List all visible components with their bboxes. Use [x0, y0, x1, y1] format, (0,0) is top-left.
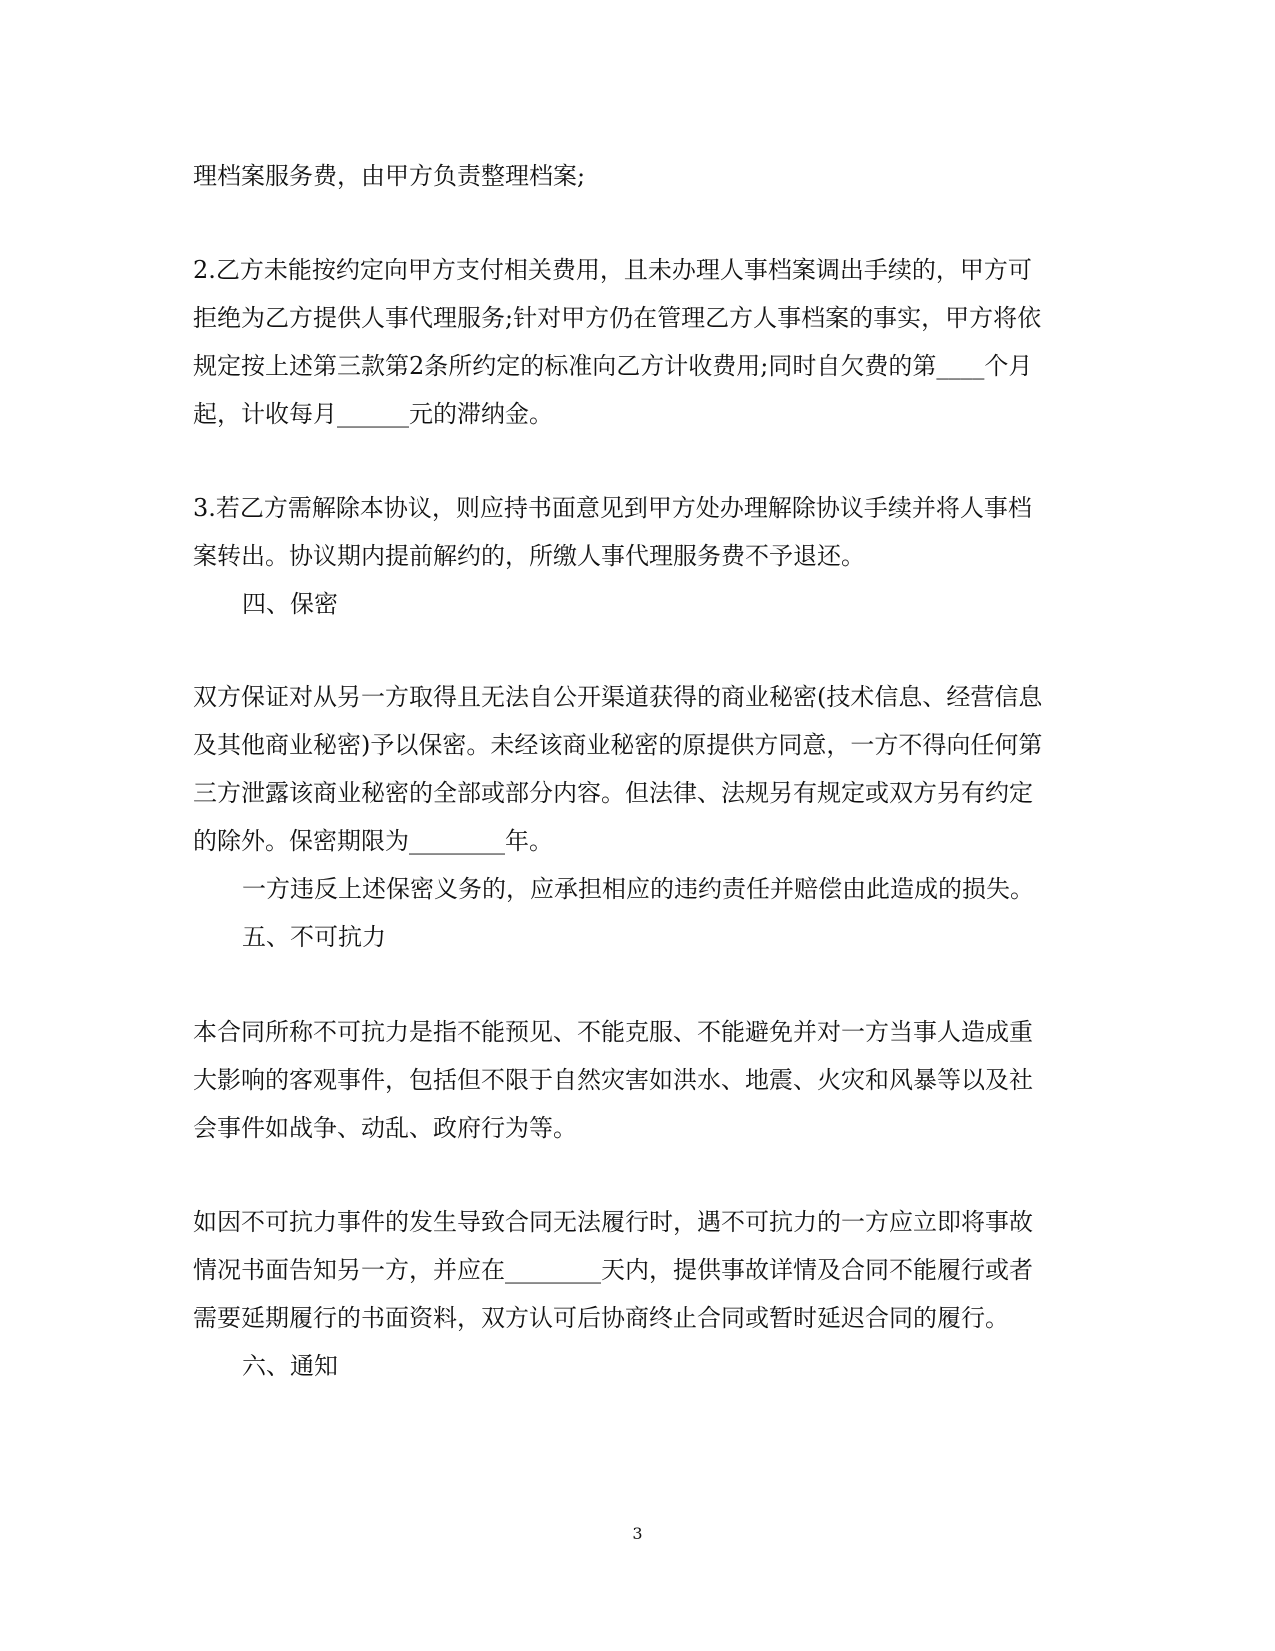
text-line: 大影响的客观事件，包括但不限于自然灾害如洪水、地震、火灾和风暴等以及社: [193, 1066, 1033, 1094]
text-line: 案转出。协议期内提前解约的，所缴人事代理服务费不予退还。: [193, 542, 865, 570]
section-heading: 五、不可抗力: [242, 923, 386, 951]
text-line: 双方保证对从另一方取得且无法自公开渠道获得的商业秘密(技术信息、经营信息: [193, 683, 1043, 711]
text-line: 情况书面告知另一方，并应在________天内，提供事故详情及合同不能履行或者: [193, 1256, 1033, 1284]
text-line: 如因不可抗力事件的发生导致合同无法履行时，遇不可抗力的一方应立即将事故: [193, 1208, 1033, 1236]
text-line: 3.若乙方需解除本协议，则应持书面意见到甲方处办理解除协议手续并将人事档: [193, 494, 1032, 522]
text-line: 的除外。保密期限为________年。: [193, 827, 553, 855]
text-line: 一方违反上述保密义务的，应承担相应的违约责任并赔偿由此造成的损失。: [242, 875, 1034, 903]
text-line: 理档案服务费，由甲方负责整理档案;: [193, 162, 586, 190]
text-line: 本合同所称不可抗力是指不能预见、不能克服、不能避免并对一方当事人造成重: [193, 1018, 1033, 1046]
text-line: 三方泄露该商业秘密的全部或部分内容。但法律、法规另有规定或双方另有约定: [193, 779, 1033, 807]
text-line: 及其他商业秘密)予以保密。未经该商业秘密的原提供方同意，一方不得向任何第: [193, 731, 1043, 759]
section-heading: 六、通知: [242, 1352, 338, 1380]
text-line: 会事件如战争、动乱、政府行为等。: [193, 1114, 577, 1142]
text-line: 拒绝为乙方提供人事代理服务;针对甲方仍在管理乙方人事档案的事实，甲方将依: [193, 304, 1042, 332]
page-number: 3: [632, 1524, 643, 1543]
text-line: 需要延期履行的书面资料，双方认可后协商终止合同或暂时延迟合同的履行。: [193, 1304, 1009, 1332]
text-line: 起，计收每月______元的滞纳金。: [193, 400, 553, 428]
text-line: 2.乙方未能按约定向甲方支付相关费用，且未办理人事档案调出手续的，甲方可: [193, 256, 1032, 284]
section-heading: 四、保密: [242, 590, 338, 618]
text-line: 规定按上述第三款第2条所约定的标准向乙方计收费用;同时自欠费的第____个月: [193, 352, 1033, 380]
